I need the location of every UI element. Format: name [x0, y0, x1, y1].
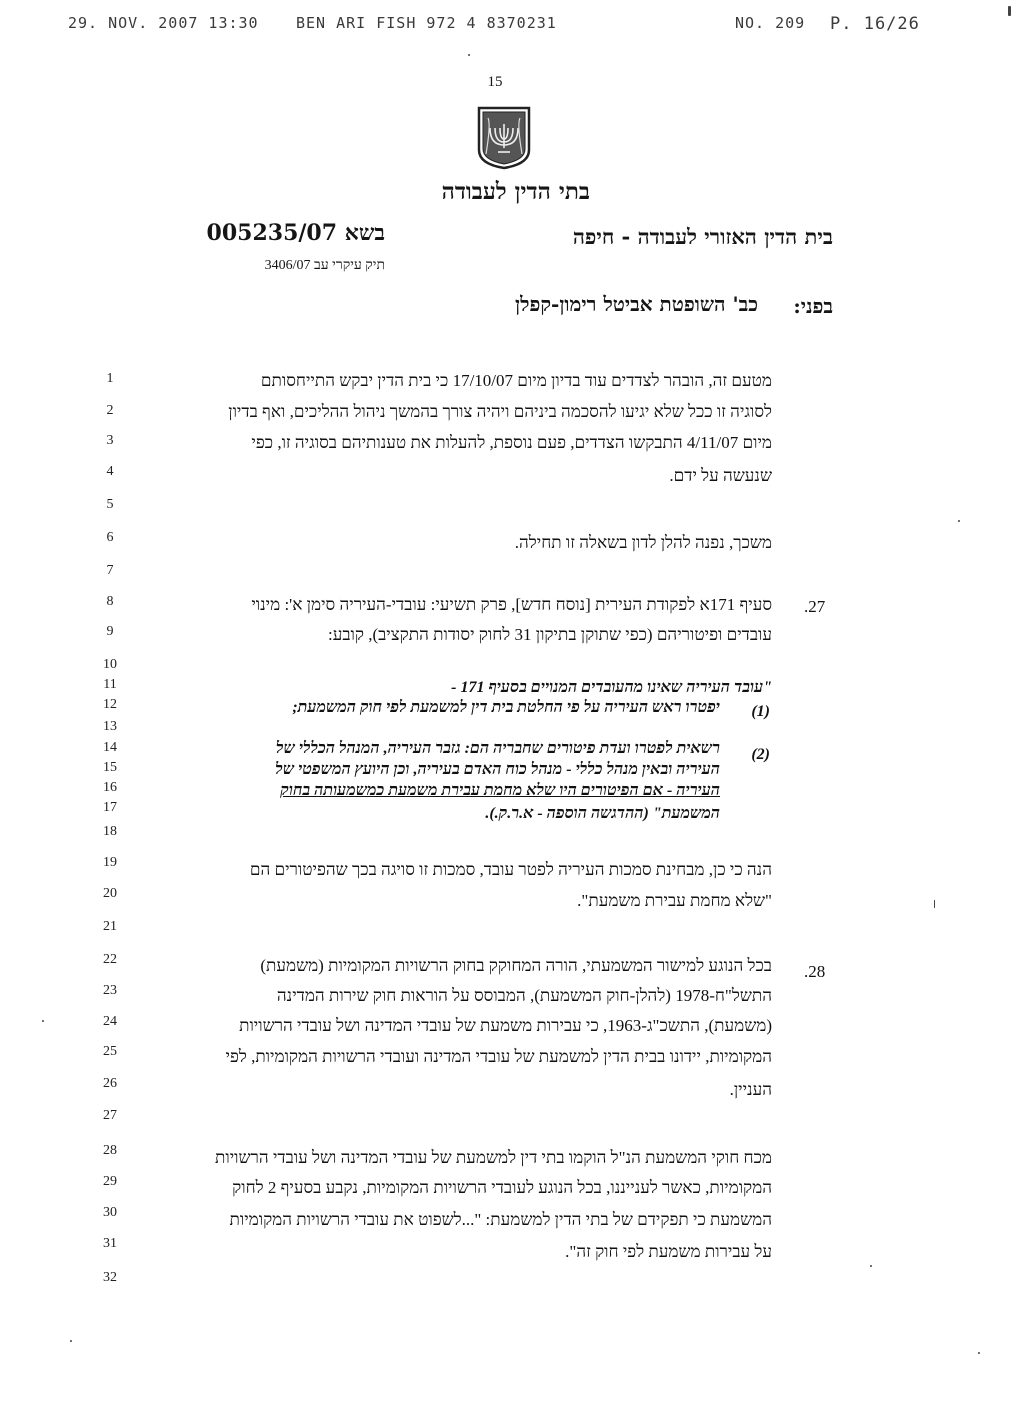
paragraph-line: התשל"ח-1978 (להלן-חוק המשמעת), המבוסס על הוראות חוק שירות המדינה — [276, 986, 772, 1005]
paragraph-line: העניין. — [729, 1080, 772, 1099]
scan-speck — [468, 54, 470, 56]
case-number: בשא 005235/07 — [206, 220, 385, 246]
line-number: 5 — [106, 497, 114, 512]
court-name: בית הדין האזורי לעבודה - חיפה — [572, 224, 833, 249]
quote-item-text: רשאית לפטרו ועדת פיטורים שחבריה הם: גזבר העיריה, המנהל הכללי של — [276, 740, 720, 757]
section-number: .27 — [804, 597, 826, 616]
paragraph-line: על עבירות משמעת לפי חוק זה". — [565, 1242, 772, 1261]
scan-speck — [70, 1340, 72, 1342]
quote-item-number: (2) — [751, 746, 770, 763]
quote-item-text: העיריה ובאין מנהל כללי - מנהל כוח האדם בעיריה, וכן היועץ המשפטי של — [275, 761, 720, 778]
before-label: בפני: — [793, 294, 833, 318]
quote-item-text: המשמעת" (ההדגשה הוספה - א.ר.ק.). — [485, 805, 720, 822]
line-number: 32 — [103, 1270, 117, 1285]
line-number: 26 — [103, 1076, 117, 1091]
line-number: 16 — [103, 780, 117, 795]
line-number: 3 — [106, 433, 114, 448]
main-case-number: תיק עיקרי עב 3406/07 — [264, 258, 385, 273]
state-emblem-menorah-icon — [475, 104, 533, 170]
section-number: .28 — [804, 962, 826, 981]
paragraph-line: הנה כי כן, מבחינת סמכות העיריה לפטר עובד, סמכות זו סויגה בכך שהפיטורים הם — [249, 860, 772, 879]
line-number: 2 — [106, 403, 114, 418]
paragraph-line: (משמעת), התשכ"ג-1963, כי עבירות משמעת של עובדי המדינה ושל עובדי הרשויות — [239, 1016, 772, 1035]
paragraph-line: המקומיות, כאשר לענייננו, בכל הנוגע לעובדי הרשויות המקומיות, נקבע בסעיף 2 לחוק — [232, 1178, 772, 1197]
paragraph-line: מיום 4/11/07 התבקשו הצדדים, פעם נוספת, להעלות את טענותיהם בסוגיה זו, כפי — [251, 433, 772, 452]
line-number: 1 — [106, 371, 114, 386]
line-number: 8 — [106, 594, 114, 609]
scan-speck — [42, 1020, 44, 1022]
paragraph-line: מכח חוקי המשמעת הנ"ל הוקמו בתי דין למשמעת של עובדי המדינה ושל עובדי הרשויות — [215, 1148, 772, 1167]
line-number: 31 — [103, 1236, 117, 1251]
scan-speck — [870, 1265, 872, 1267]
court-title: בתי הדין לעבודה — [441, 178, 590, 205]
scan-speck — [958, 520, 960, 522]
fax-page: P. 16/26 — [830, 14, 920, 34]
scan-speck — [978, 1352, 980, 1354]
paragraph-line: המקומיות, יידונו בבית הדין למשמעת של עובדי המדינה ועובדי הרשויות המקומיות, לפי — [225, 1047, 772, 1066]
quote-item-number: (1) — [751, 703, 770, 720]
quote-intro: "עובד העיריה שאינו מהעובדים המנויים בסעיף 171 - — [451, 679, 772, 696]
paragraph-line: סעיף 171א לפקודת העירית [נוסח חדש], פרק תשיעי: עובדי-העיריה סימן א': מינוי — [251, 595, 772, 614]
judge-name: כב' השופטת אביטל רימון-קפלן — [515, 292, 758, 316]
line-number: 19 — [103, 855, 117, 870]
line-number: 27 — [103, 1108, 117, 1123]
page-number: 15 — [487, 74, 503, 90]
line-number: 21 — [103, 919, 117, 934]
line-number: 25 — [103, 1044, 117, 1059]
quote-item-text-emphasized: העיריה - אם הפיטורים היו שלא מחמת עבירת משמעת כמשמעותה בחוק — [280, 782, 720, 799]
line-number: 22 — [103, 952, 117, 967]
line-number: 6 — [106, 530, 114, 545]
fax-number: NO. 209 — [735, 14, 806, 32]
line-number: 4 — [106, 464, 114, 479]
paragraph-line: עובדים ופיטוריהם (כפי שתוקן בתיקון 31 לחוק יסודות התקציב), קובע: — [327, 625, 772, 644]
line-number: 18 — [103, 824, 117, 839]
line-number: 20 — [103, 886, 117, 901]
line-number: 13 — [103, 719, 117, 734]
paragraph-line: מטעם זה, הובהר לצדדים עוד בדיון מיום 17/10/07 כי בית הדין יבקש התייחסותם — [260, 371, 772, 390]
line-number: 23 — [103, 983, 117, 998]
scan-speck — [1008, 6, 1011, 16]
quote-item-text: יפטרו ראש העיריה על פי החלטת בית דין למשמעת לפי חוק המשמעת; — [292, 699, 720, 716]
line-number: 14 — [103, 740, 117, 755]
paragraph-line: משכך, נפנה להלן לדון בשאלה זו תחילה. — [514, 533, 772, 552]
line-number: 17 — [103, 800, 117, 815]
fax-sender: BEN ARI FISH 972 4 8370231 — [296, 14, 557, 32]
line-number: 29 — [103, 1174, 117, 1189]
line-number: 12 — [103, 697, 117, 712]
paragraph-line: בכל הנוגע למישור המשמעתי, הורה המחוקק בחוק הרשויות המקומיות (משמעת) — [260, 956, 772, 975]
line-number: 15 — [103, 760, 117, 775]
scan-speck — [934, 900, 935, 908]
fax-datetime: 29. NOV. 2007 13:30 — [68, 14, 259, 32]
paragraph-line: "שלא מחמת עבירת משמעת". — [577, 891, 772, 910]
line-number: 9 — [106, 624, 114, 639]
paragraph-line: לסוגיה זו ככל שלא יגיעו להסכמה ביניהם ויהיה צורך בהמשך ניהול ההליכים, ואף בדיון — [228, 402, 772, 421]
paragraph-line: המשמעת כי תפקידם של בתי הדין למשמעת: "...לשפוט את עובדי הרשויות המקומיות — [229, 1210, 772, 1229]
line-number: 7 — [106, 563, 114, 578]
line-number: 10 — [103, 657, 117, 672]
line-number: 30 — [103, 1205, 117, 1220]
paragraph-line: שנעשה על ידם. — [669, 466, 772, 485]
line-number: 28 — [103, 1143, 117, 1158]
line-number: 11 — [103, 677, 117, 692]
line-number: 24 — [103, 1014, 117, 1029]
